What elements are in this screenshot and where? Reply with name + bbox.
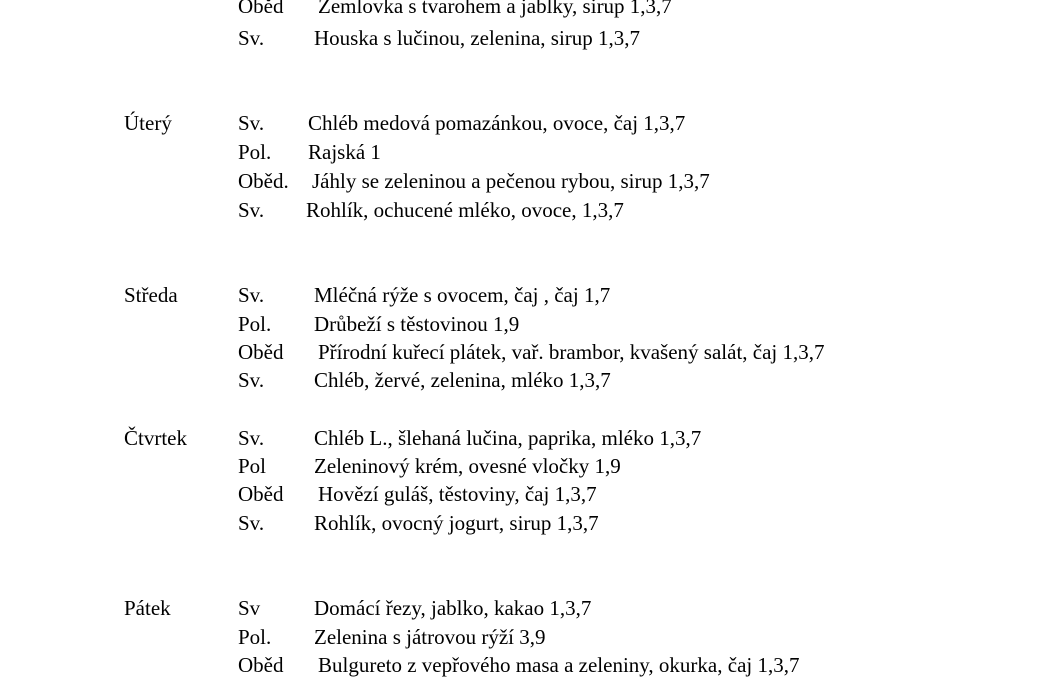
meal-label: Oběd: [238, 340, 284, 364]
meal-label: Oběd: [238, 482, 284, 506]
meal-label: Oběd.: [238, 169, 289, 193]
day-label-utery: Úterý: [124, 111, 172, 135]
meal-label: Oběd: [238, 653, 284, 677]
meal-label: Pol.: [238, 625, 272, 649]
meal-label: Pol.: [238, 312, 272, 336]
top-text-2: Houska s lučinou, zelenina, sirup 1,3,7: [314, 26, 641, 50]
meal-text: Přírodní kuřecí plátek, vař. brambor, kvašený salát, čaj 1,3,7: [318, 340, 825, 364]
top-meal-1: Oběd: [238, 0, 284, 18]
meal-text: Jáhly se zeleninou a pečenou rybou, sirup 1,3,7: [312, 169, 710, 193]
meal-label: Sv: [238, 596, 261, 620]
meal-label: Sv.: [238, 426, 265, 450]
meal-label: Pol.: [238, 140, 272, 164]
meal-text: Chléb, žervé, zelenina, mléko 1,3,7: [314, 368, 611, 392]
meal-text: Hovězí guláš, těstoviny, čaj 1,3,7: [318, 482, 597, 506]
top-meal-2: Sv.: [238, 26, 265, 50]
meal-label: Sv.: [238, 283, 265, 307]
meal-label: Sv.: [238, 511, 265, 535]
meal-label: Sv.: [238, 368, 265, 392]
top-text-1: Zemlovka s tvarohem a jablky, sirup 1,3,7: [318, 0, 672, 18]
meal-text: Zeleninový krém, ovesné vločky 1,9: [314, 454, 621, 478]
day-label-ctvrtek: Čtvrtek: [124, 426, 187, 450]
meal-text: Domácí řezy, jablko, kakao 1,3,7: [314, 596, 592, 620]
meal-text: Zelenina s játrovou rýží 3,9: [314, 625, 546, 649]
meal-text: Bulgureto z vepřového masa a zeleniny, okurka, čaj 1,3,7: [318, 653, 800, 677]
day-label-streda: Středa: [124, 283, 178, 307]
meal-text: Drůbeží s těstovinou 1,9: [314, 312, 520, 336]
day-label-patek: Pátek: [124, 596, 171, 620]
meal-text: Chléb medová pomazánkou, ovoce, čaj 1,3,7: [308, 111, 686, 135]
meal-label: Pol: [238, 454, 267, 478]
meal-text: Chléb L., šlehaná lučina, paprika, mléko 1,3,7: [314, 426, 702, 450]
meal-label: Sv.: [238, 198, 265, 222]
meal-label: Sv.: [238, 111, 265, 135]
meal-text: Mléčná rýže s ovocem, čaj , čaj 1,7: [314, 283, 611, 307]
meal-text: Rajská 1: [308, 140, 381, 164]
meal-text: Rohlík, ochucené mléko, ovoce, 1,3,7: [306, 198, 624, 222]
meal-text: Rohlík, ovocný jogurt, sirup 1,3,7: [314, 511, 599, 535]
